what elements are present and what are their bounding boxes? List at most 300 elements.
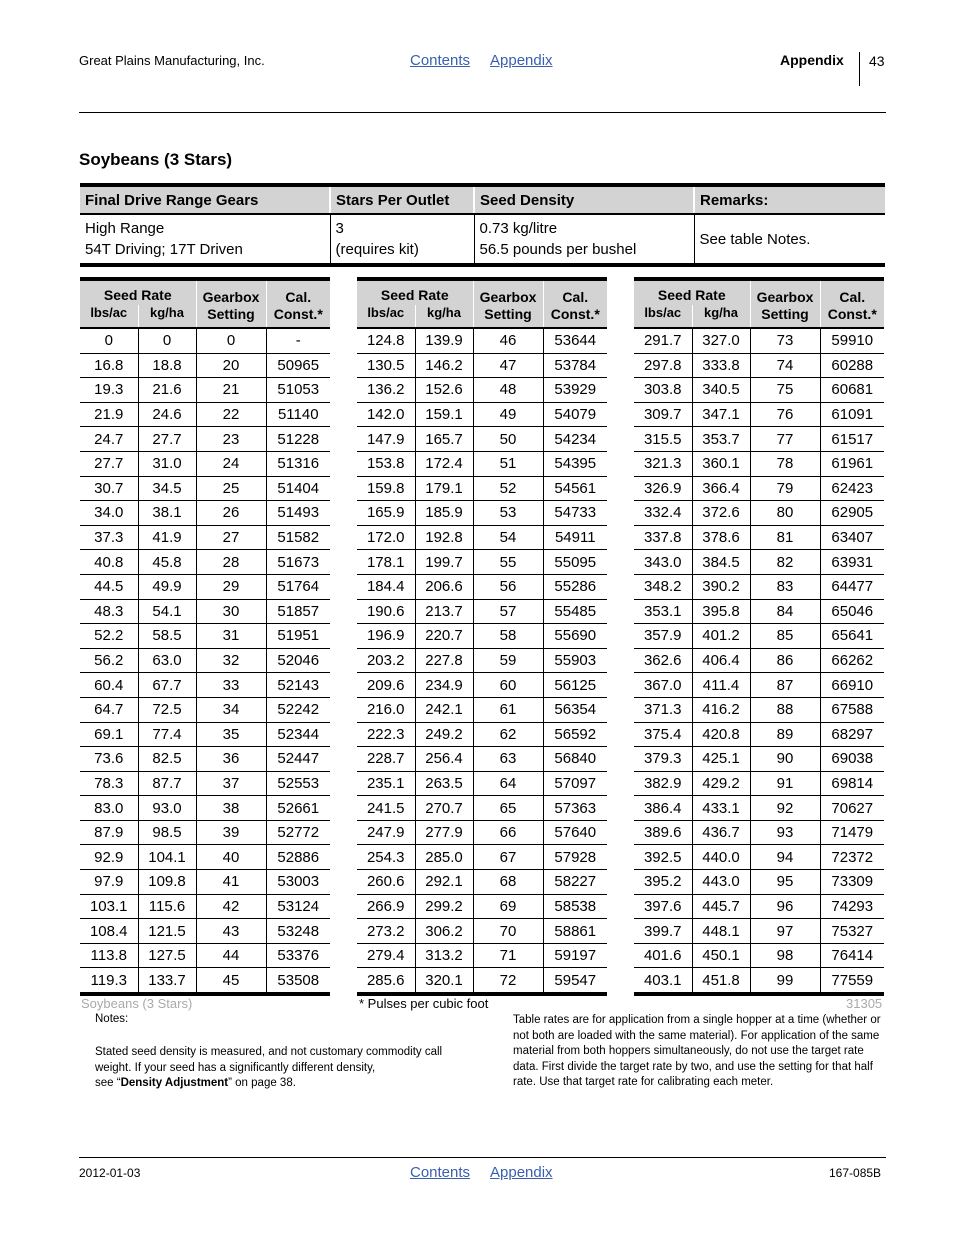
gearbox-setting-cell: 21 [196,378,266,403]
table-row [80,820,330,845]
kg-ha-cell: 93.0 [138,796,196,821]
kg-ha-cell: 49.9 [138,574,196,599]
lbs-ac-cell: 103.1 [80,894,138,919]
lbs-ac-cell: 136.2 [357,378,415,403]
gearbox-setting-cell: 47 [473,353,543,378]
gearbox-setting-cell: 71 [473,943,543,968]
lbs-ac-cell: 343.0 [634,550,692,575]
cal-const-cell: 70627 [820,796,884,821]
lbs-ac-cell: 78.3 [80,771,138,796]
kg-ha-cell: 436.7 [692,820,750,845]
lbs-ac-cell: 153.8 [357,451,415,476]
table-row [634,353,884,378]
cal-const-cell: 60288 [820,353,884,378]
kg-ha-cell: 104.1 [138,845,196,870]
gearbox-setting-cell: 53 [473,501,543,526]
footer-rule [79,1157,886,1158]
kg-ha-cell: 256.4 [415,747,473,772]
table-row [357,525,607,550]
cal-const-cell: 73309 [820,870,884,895]
lbs-ac-cell: 142.0 [357,402,415,427]
lbs-ac-cell: 382.9 [634,771,692,796]
seed-rate-header: Seed Rate [357,279,473,305]
gearbox-setting-cell: 25 [196,476,266,501]
kg-ha-cell: 24.6 [138,402,196,427]
cal-const-cell: 57640 [543,820,607,845]
kg-ha-cell: 347.1 [692,402,750,427]
gearbox-setting-cell: 55 [473,550,543,575]
cal-const-cell: 54234 [543,427,607,452]
table-row [357,820,607,845]
table-row [80,599,330,624]
gearbox-setting-cell: 44 [196,943,266,968]
table-row [80,648,330,673]
gearbox-setting-cell: 96 [750,894,820,919]
table-row [634,894,884,919]
kg-ha-cell: 45.8 [138,550,196,575]
table-row [357,328,607,353]
cal-const-cell: 52344 [266,722,330,747]
stars-line2: (requires kit) [335,241,419,258]
cal-const-cell: 52661 [266,796,330,821]
gearbox-setting-cell: 39 [196,820,266,845]
kg-ha-cell: 0 [138,328,196,353]
table-row [634,599,884,624]
cal-const-cell: 63931 [820,550,884,575]
table-row [80,968,330,994]
table-row [634,747,884,772]
lbs-ac-cell: 27.7 [80,451,138,476]
kg-ha-cell: 206.6 [415,574,473,599]
lbs-ac-cell: 216.0 [357,697,415,722]
lbs-ac-cell: 130.5 [357,353,415,378]
kg-ha-cell: 146.2 [415,353,473,378]
lbs-ac-cell: 397.6 [634,894,692,919]
gearbox-setting-cell: 56 [473,574,543,599]
table-row [634,501,884,526]
kg-ha-cell: 395.8 [692,599,750,624]
lbs-ac-cell: 19.3 [80,378,138,403]
lbs-ac-cell: 52.2 [80,624,138,649]
gearbox-header-l2: Setting [484,306,532,322]
kg-ha-cell: 21.6 [138,378,196,403]
cal-const-cell: 54395 [543,451,607,476]
lbs-ac-cell: 337.8 [634,525,692,550]
lbs-ac-cell: 241.5 [357,796,415,821]
table-row [634,673,884,698]
gearbox-setting-cell: 81 [750,525,820,550]
lbs-ac-cell: 222.3 [357,722,415,747]
gearbox-setting-cell: 26 [196,501,266,526]
table-row [634,845,884,870]
kg-ha-cell: 277.9 [415,820,473,845]
cal-const-cell: 61091 [820,402,884,427]
lbs-ac-cell: 178.1 [357,550,415,575]
lbs-ac-cell: 235.1 [357,771,415,796]
cal-header-l1: Cal. [839,289,866,305]
table-row [357,673,607,698]
header-divider [859,52,860,86]
lbs-ac-cell: 297.8 [634,353,692,378]
table-row [634,648,884,673]
notes-heading: Notes: [95,1013,129,1025]
lbs-ac-cell: 303.8 [634,378,692,403]
cal-const-cell: 75327 [820,919,884,944]
table-row [80,378,330,403]
lbs-ac-cell: 260.6 [357,870,415,895]
gearbox-setting-cell: 80 [750,501,820,526]
info-range-cell [80,214,330,265]
lbs-ac-cell: 159.8 [357,476,415,501]
cal-const-cell: 59547 [543,968,607,994]
lbs-ac-cell: 0 [104,332,113,350]
kg-ha-cell: 58.5 [138,624,196,649]
cal-const-cell: 64477 [820,574,884,599]
table-row [80,845,330,870]
cal-const-cell: 56592 [543,722,607,747]
table-row [634,525,884,550]
cal-const-cell: 52886 [266,845,330,870]
kg-ha-cell: 220.7 [415,624,473,649]
table-row [357,353,607,378]
info-header-stars: Stars Per Outlet [330,185,474,214]
table-row [357,402,607,427]
kg-ha-cell: 384.5 [692,550,750,575]
lbs-ac-cell: 184.4 [357,574,415,599]
lbs-ac-cell: 309.7 [634,402,692,427]
cal-const-cell: 58227 [543,870,607,895]
kg-ha-cell: 450.1 [692,943,750,968]
kg-ha-cell: 263.5 [415,771,473,796]
gearbox-setting-cell: 82 [750,550,820,575]
kg-ha-cell: 433.1 [692,796,750,821]
kg-ha-cell: 185.9 [415,501,473,526]
lbs-ac-cell: 392.5 [634,845,692,870]
contents-link[interactable]: Contents [410,52,471,69]
footer-date: 2012-01-03 [79,1166,141,1180]
kg-ha-cell: 448.1 [692,919,750,944]
kg-ha-cell: 72.5 [138,697,196,722]
info-header-remarks: Remarks: [694,185,885,214]
cal-header-l1: Cal. [562,289,589,305]
table-row [357,476,607,501]
gearbox-setting-cell: 48 [473,378,543,403]
gearbox-setting-cell: 20 [196,353,266,378]
rate-table-1 [80,277,330,996]
gearbox-setting-cell: 61 [473,697,543,722]
cal-const-cell: 53929 [543,378,607,403]
kg-ha-cell: 270.7 [415,796,473,821]
table-row [357,550,607,575]
kg-ha-cell: 63.0 [138,648,196,673]
gearbox-setting-cell: 95 [750,870,820,895]
lbs-ac-cell: 326.9 [634,476,692,501]
cal-const-cell: 51316 [266,451,330,476]
company-name: Great Plains Manufacturing, Inc. [79,53,265,68]
cal-const-cell: 52447 [266,747,330,772]
gearbox-setting-cell: 30 [196,599,266,624]
notes-left [95,1045,475,1092]
lbs-ac-cell: 69.1 [80,722,138,747]
table-row [357,427,607,452]
kg-ha-cell: 109.8 [138,870,196,895]
table-row [634,476,884,501]
gearbox-header-l1: Gearbox [756,289,814,305]
lbs-ac-cell: 357.9 [634,624,692,649]
lbs-ac-cell: 353.1 [634,599,692,624]
kg-ha-cell: 420.8 [692,722,750,747]
info-header-gears: Final Drive Range Gears [80,185,330,214]
cal-const-cell: 62905 [820,501,884,526]
gearbox-setting-cell: 29 [196,574,266,599]
table-row [80,943,330,968]
kg-ha-cell: 41.9 [138,525,196,550]
table-row [357,599,607,624]
kg-ha-cell: 234.9 [415,673,473,698]
appendix-link[interactable]: Appendix [490,52,553,69]
gearbox-header-l1: Gearbox [479,289,537,305]
lbs-ac-cell: 165.9 [357,501,415,526]
lbs-ac-cell: 321.3 [634,451,692,476]
kg-ha-cell: 18.8 [138,353,196,378]
cal-const-cell: 57928 [543,845,607,870]
cal-const-cell: 77559 [820,968,884,994]
cal-const-cell: 53784 [543,353,607,378]
kg-ha-cell: 82.5 [138,747,196,772]
kg-ha-cell: 165.7 [415,427,473,452]
lbs-ac-cell: 34.0 [80,501,138,526]
gearbox-setting-cell: 33 [196,673,266,698]
kg-ha-cell: 227.8 [415,648,473,673]
gearbox-setting-cell: 70 [473,919,543,944]
cal-const-cell: 53003 [266,870,330,895]
table-row [80,501,330,526]
cal-const-cell: 55690 [543,624,607,649]
lbs-ac-cell: 279.4 [357,943,415,968]
kg-ha-cell: 285.0 [415,845,473,870]
table-row [357,919,607,944]
cal-const-cell: 57097 [543,771,607,796]
table-row [634,624,884,649]
cal-header-l2: Const.* [827,306,877,322]
gearbox-setting-cell: 91 [750,771,820,796]
gearbox-setting-cell: 43 [196,919,266,944]
cal-const-cell: 55095 [543,550,607,575]
gearbox-setting-cell: 58 [473,624,543,649]
drive-info-table [80,183,885,267]
kg-ha-cell: 199.7 [415,550,473,575]
kg-ha-cell: 401.2 [692,624,750,649]
lbs-ac-cell: 386.4 [634,796,692,821]
kg-ha-cell: 67.7 [138,673,196,698]
lbs-ac-cell: 147.9 [357,427,415,452]
table-row [634,378,884,403]
lbs-ac-cell: 30.7 [80,476,138,501]
kg-ha-cell: 152.6 [415,378,473,403]
table-row [357,845,607,870]
lbs-ac-cell: 37.3 [80,525,138,550]
kg-ha-header: kg/ha [415,305,473,328]
kg-ha-cell: 213.7 [415,599,473,624]
gearbox-setting-cell: 31 [196,624,266,649]
lbs-ac-cell: 203.2 [357,648,415,673]
table-row [80,894,330,919]
kg-ha-header: kg/ha [138,305,196,328]
cal-const-cell: 69038 [820,747,884,772]
table-row [357,574,607,599]
kg-ha-cell: 299.2 [415,894,473,919]
table-row [80,870,330,895]
notes-left-p2-post: ” on page 38. [228,1077,296,1089]
table-row [357,747,607,772]
table-row [634,796,884,821]
cal-const-cell: 56840 [543,747,607,772]
kg-ha-cell: 416.2 [692,697,750,722]
cal-const-cell: 51857 [266,599,330,624]
seed-rate-header: Seed Rate [80,279,196,305]
gearbox-setting-cell: 69 [473,894,543,919]
gearbox-setting-cell: 52 [473,476,543,501]
cal-const-cell: 54911 [543,525,607,550]
lbs-ac-cell: 56.2 [80,648,138,673]
gearbox-setting-cell: 89 [750,722,820,747]
kg-ha-cell: 340.5 [692,378,750,403]
kg-ha-cell: 38.1 [138,501,196,526]
lbs-ac-cell: 24.7 [80,427,138,452]
cal-const-cell: 61961 [820,451,884,476]
section-label: Appendix [780,52,844,68]
gearbox-setting-cell: 78 [750,451,820,476]
lbs-ac-cell: 196.9 [357,624,415,649]
kg-ha-cell: 249.2 [415,722,473,747]
gearbox-setting-cell: 68 [473,870,543,895]
gearbox-setting-cell: 22 [196,402,266,427]
table-row [80,771,330,796]
table-row [357,870,607,895]
cal-const-cell: - [266,328,330,353]
lbs-ac-cell: 60.4 [80,673,138,698]
gearbox-setting-cell: 76 [750,402,820,427]
gearbox-header [196,279,266,328]
kg-ha-cell: 360.1 [692,451,750,476]
footer-doc-number: 167-085B [829,1166,882,1180]
lbs-ac-cell: 367.0 [634,673,692,698]
cal-const-cell: 53248 [266,919,330,944]
gearbox-setting-cell: 64 [473,771,543,796]
lbs-ac-cell: 44.5 [80,574,138,599]
lbs-ac-cell: 21.9 [80,402,138,427]
lbs-ac-cell: 113.8 [80,943,138,968]
cal-const-cell: 53508 [266,968,330,994]
gearbox-header [473,279,543,328]
header-rule [79,112,886,113]
cal-const-cell: 55903 [543,648,607,673]
table-row [357,894,607,919]
footer-appendix-link[interactable]: Appendix [490,1164,553,1181]
cal-const-cell: 51673 [266,550,330,575]
cal-header-l2: Const.* [273,306,323,322]
table-row [634,968,884,994]
kg-ha-cell: 406.4 [692,648,750,673]
cal-const-cell: 69814 [820,771,884,796]
lbs-ac-cell: 348.2 [634,574,692,599]
gearbox-setting-cell: 41 [196,870,266,895]
lbs-ac-cell: 119.3 [80,968,138,994]
gearbox-setting-cell: 35 [196,722,266,747]
cal-const-cell: 53644 [543,328,607,353]
cal-const-cell: 66910 [820,673,884,698]
lbs-ac-cell: 247.9 [357,820,415,845]
table-row [357,722,607,747]
kg-ha-header: kg/ha [692,305,750,328]
kg-ha-cell: 115.6 [138,894,196,919]
kg-ha-cell: 353.7 [692,427,750,452]
gearbox-setting-cell: 67 [473,845,543,870]
gearbox-setting-cell: 36 [196,747,266,772]
table-row [357,648,607,673]
table-row [80,451,330,476]
gearbox-setting-cell: 45 [196,968,266,994]
gearbox-setting-cell: 94 [750,845,820,870]
cal-const-cell: 62423 [820,476,884,501]
info-remarks-cell: See table Notes. [694,214,885,265]
density-adjustment-ref: Density Adjustment [120,1077,229,1089]
lbs-ac-cell: 379.3 [634,747,692,772]
table-row [357,943,607,968]
kg-ha-cell: 31.0 [138,451,196,476]
table-row [80,796,330,821]
gearbox-setting-cell: 54 [473,525,543,550]
lbs-ac-cell: 228.7 [357,747,415,772]
gearbox-header-l2: Setting [207,306,255,322]
footer-contents-link[interactable]: Contents [410,1164,471,1181]
gearbox-setting-cell: 73 [750,328,820,353]
cal-const-cell: 72372 [820,845,884,870]
table-row [634,451,884,476]
cal-const-cell: 71479 [820,820,884,845]
range-line1: High Range [85,220,165,237]
table-row [80,550,330,575]
cal-const-cell: 59910 [820,328,884,353]
table-row [634,574,884,599]
cal-const-cell: 51228 [266,427,330,452]
notes-left-p1: Stated seed density is measured, and not customary commodity call weight. If your seed has a significantly different density, [95,1046,443,1074]
kg-ha-cell: 77.4 [138,722,196,747]
table-row [634,919,884,944]
gearbox-setting-cell: 65 [473,796,543,821]
cal-const-cell: 51582 [266,525,330,550]
kg-ha-cell: 242.1 [415,697,473,722]
gearbox-setting-cell: 60 [473,673,543,698]
lbs-ac-cell: 273.2 [357,919,415,944]
cal-const-cell: 51951 [266,624,330,649]
table-row [634,870,884,895]
cal-const-cell: 56125 [543,673,607,698]
table-row [634,820,884,845]
cal-const-cell: 53124 [266,894,330,919]
lbs-ac-cell: 291.7 [643,332,682,350]
page-title: Soybeans (3 Stars) [79,150,233,169]
cal-const-cell: 55286 [543,574,607,599]
gearbox-setting-cell: 66 [473,820,543,845]
lbs-ac-cell: 64.7 [80,697,138,722]
table-row [357,378,607,403]
cal-const-cell: 58538 [543,894,607,919]
cal-const-cell: 54561 [543,476,607,501]
gearbox-setting-cell: 86 [750,648,820,673]
kg-ha-cell: 425.1 [692,747,750,772]
lbs-ac-cell: 285.6 [357,968,415,994]
